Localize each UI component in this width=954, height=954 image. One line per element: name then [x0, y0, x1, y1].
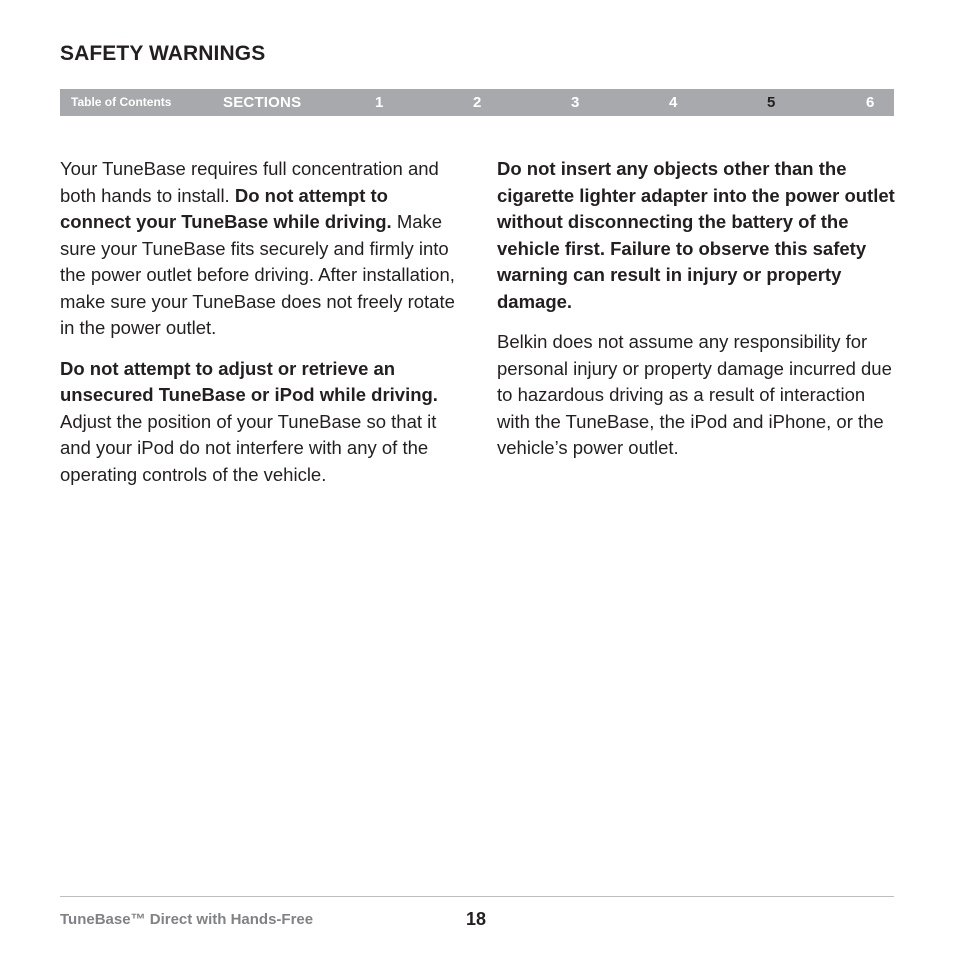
- left-column: [60, 156, 455, 502]
- paragraph-installation: [60, 156, 455, 342]
- sections-label: SECTIONS: [223, 94, 302, 111]
- page-number: 18: [466, 909, 487, 929]
- page-title: SAFETY WARNINGS: [60, 42, 266, 65]
- right-column: [497, 156, 897, 476]
- paragraph-disclaimer: Belkin does not assume any responsibility for personal injury or property damage incurred due to hazardous driving as a result of interaction with the TuneBase, the iPod and iPhone, or the vehicle’s power outlet.: [497, 331, 892, 458]
- paragraph-adjust-warning: [60, 356, 455, 489]
- warning-bold-text: Do not attempt to connect your TuneBase while driving.: [60, 184, 392, 232]
- footer-product-name: TuneBase™ Direct with Hands-Free: [60, 911, 314, 928]
- warning-bold-text: Do not insert any objects other than the cigarette lighter adapter into the power outlet without disconnecting the battery of the vehicle first. Failure to observe this safety warning can result in injury or property damage.: [497, 158, 895, 312]
- section-link-4[interactable]: 4: [669, 94, 678, 111]
- table-of-contents-link[interactable]: Table of Contents: [71, 95, 172, 109]
- paragraph-text: Your TuneBase requires full concentration and both hands to install.: [60, 158, 439, 206]
- section-link-6[interactable]: 6: [866, 94, 875, 111]
- section-link-1[interactable]: 1: [375, 94, 384, 111]
- warning-bold-text: Do not attempt to adjust or retrieve an unsecured TuneBase or iPod while driving.: [60, 357, 438, 405]
- section-link-2[interactable]: 2: [473, 94, 482, 111]
- paragraph-text: Make sure your TuneBase fits securely and firmly into the power outlet before driving. After installation, make sure your TuneBase does not freely rotate in the power outlet.: [60, 211, 455, 338]
- paragraph-insert-warning: [497, 156, 897, 315]
- section-link-5[interactable]: 5: [767, 94, 776, 111]
- section-nav-bar: [60, 89, 894, 116]
- paragraph-text: Adjust the position of your TuneBase so that it and your iPod do not interfere with any of the operating controls of the vehicle.: [60, 410, 437, 485]
- section-link-3[interactable]: 3: [571, 94, 580, 111]
- footer-divider: [60, 896, 894, 897]
